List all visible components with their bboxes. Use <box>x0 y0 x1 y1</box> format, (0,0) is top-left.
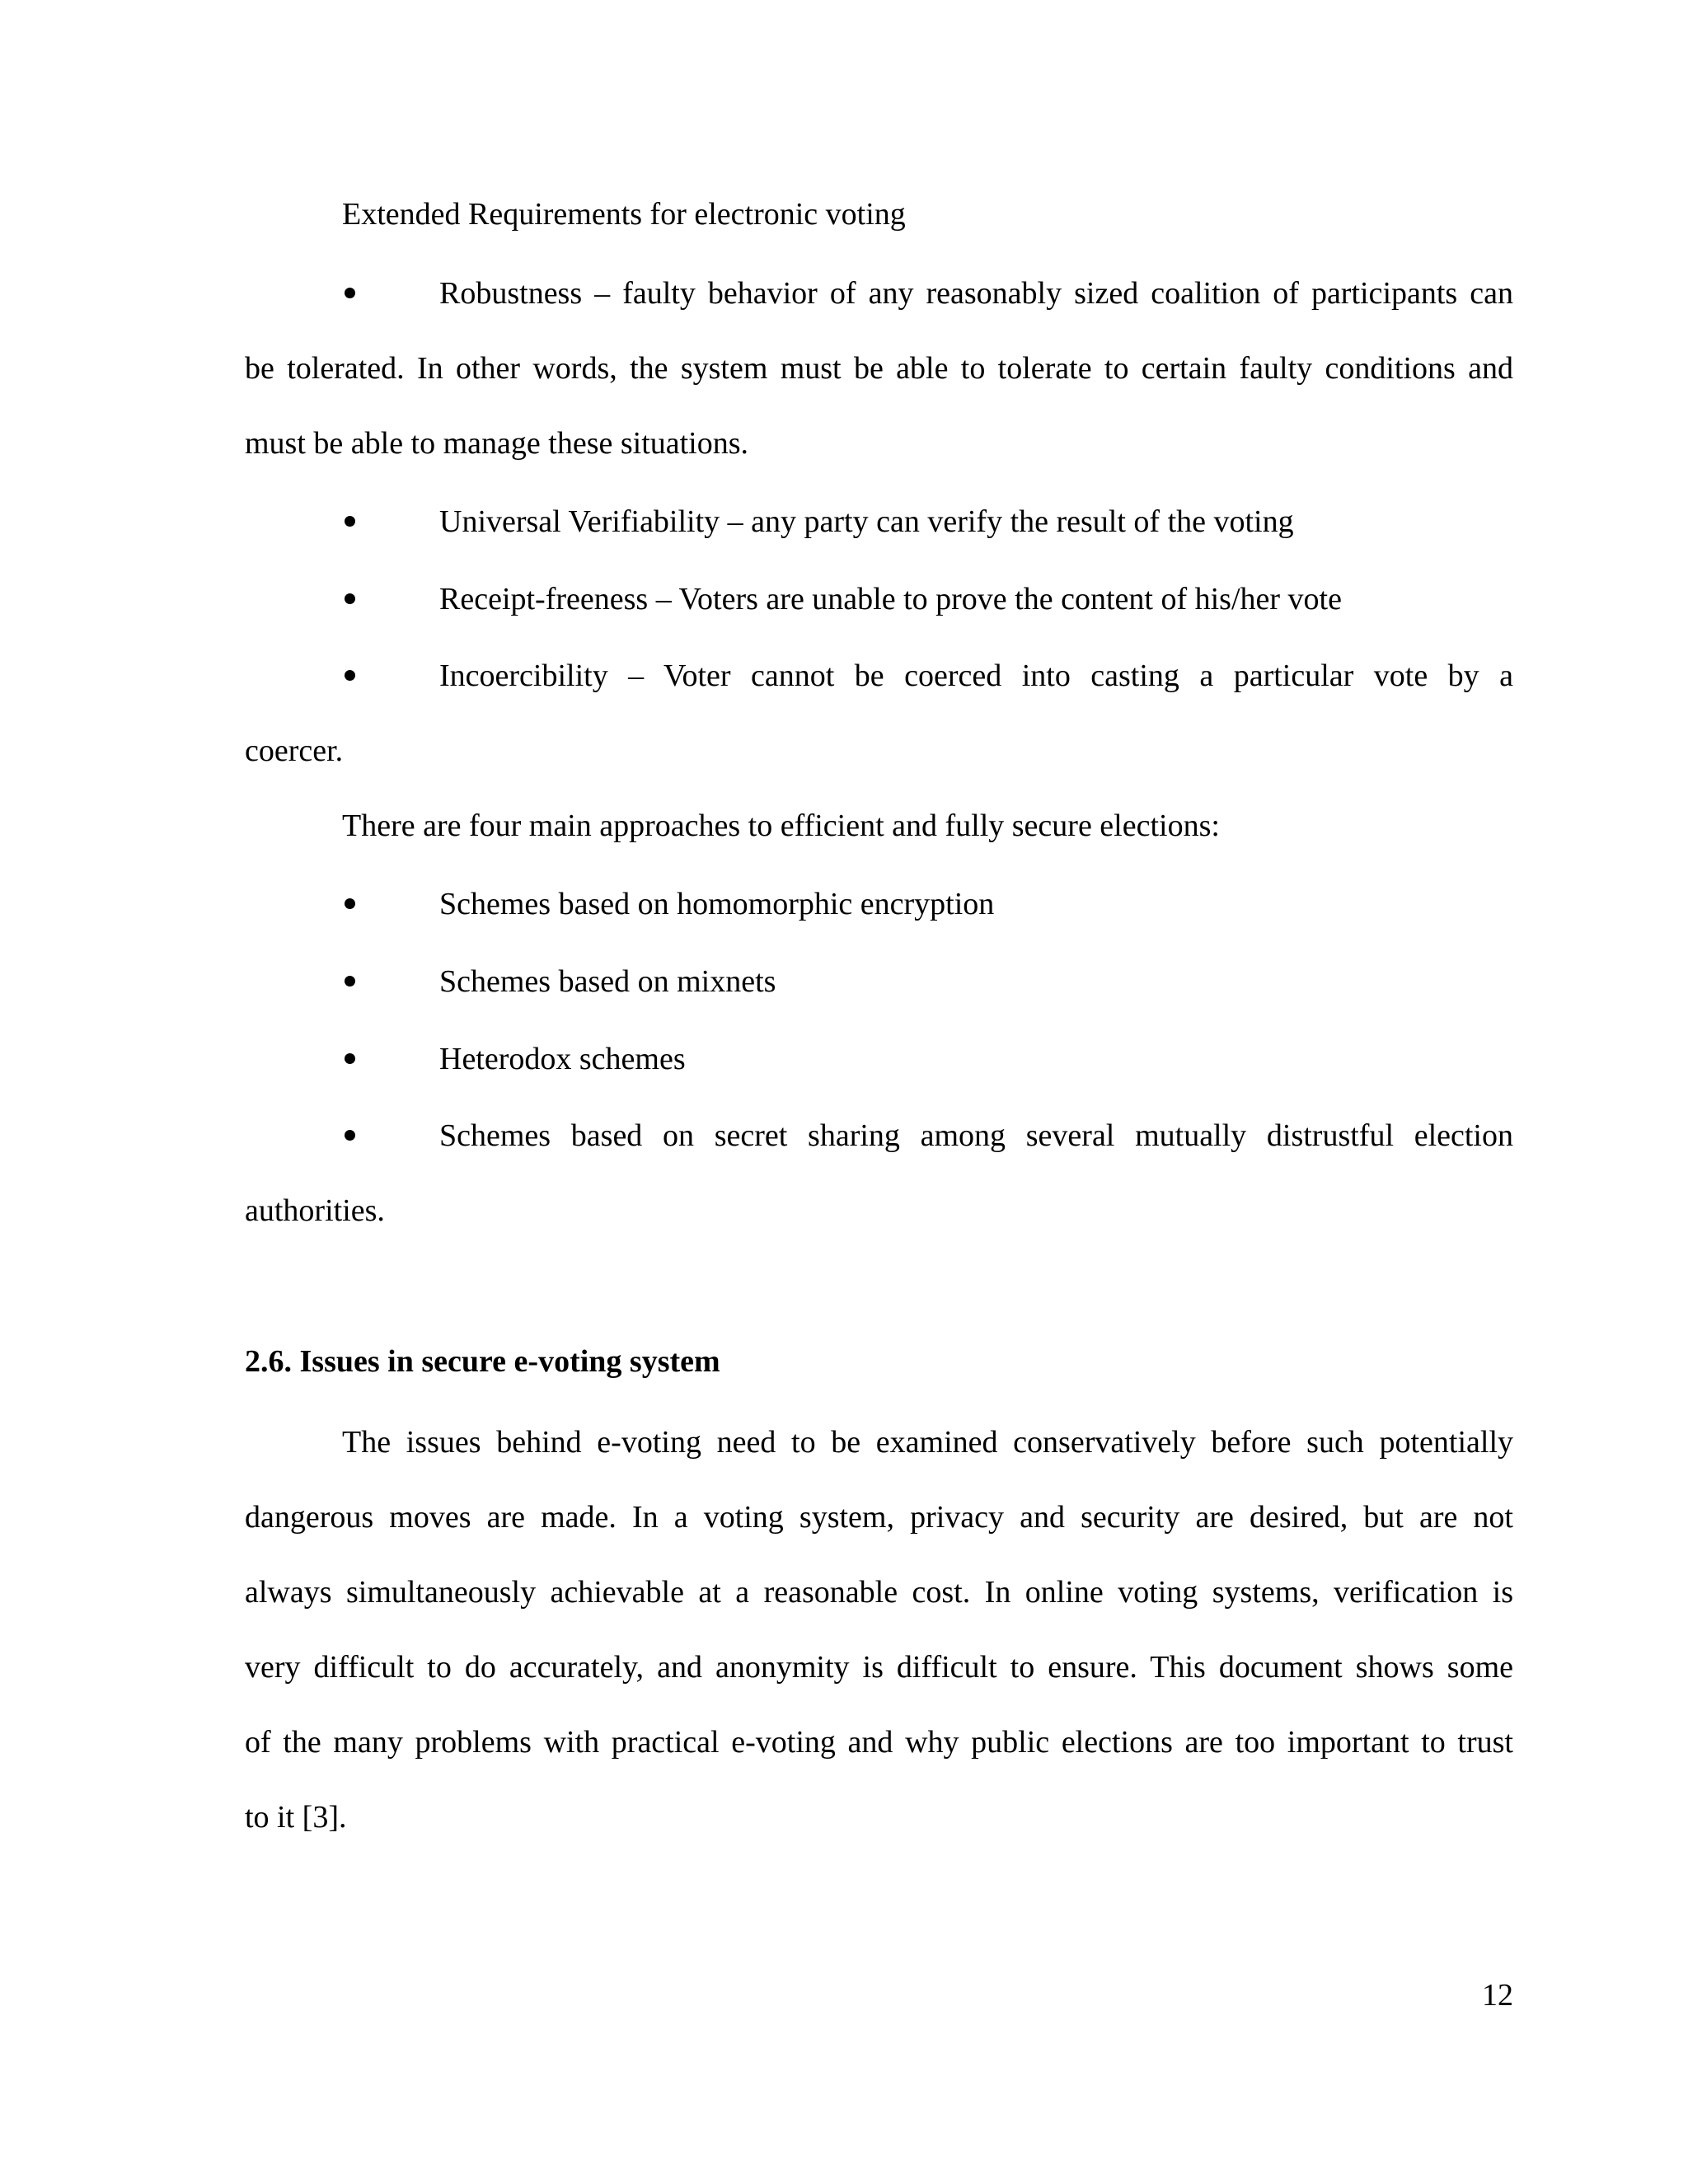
paragraph-line: The issues behind e-voting need to be examined conservatively before such potentially <box>342 1425 1513 1460</box>
paragraph-line: of the many problems with practical e-voting and why public elections are too important to trust <box>245 1725 1513 1760</box>
paragraph-line: very difficult to do accurately, and anonymity is difficult to ensure. This document shows some <box>245 1650 1513 1685</box>
intro-line: Extended Requirements for electronic voting <box>342 197 906 232</box>
approaches-intro: There are four main approaches to efficient and fully secure elections: <box>342 808 1220 843</box>
bullet-homomorphic: Schemes based on homomorphic encryption <box>439 887 995 921</box>
bullet-secret-sharing-continuation: authorities. <box>245 1193 385 1228</box>
bullet-icon <box>345 516 355 527</box>
bullet-robustness-continuation: be tolerated. In other words, the system must be able to tolerate to certain faulty conditions and <box>245 351 1513 386</box>
bullet-robustness-continuation: must be able to manage these situations. <box>245 426 749 461</box>
bullet-icon <box>345 670 355 681</box>
bullet-icon <box>345 593 355 604</box>
bullet-mixnets: Schemes based on mixnets <box>439 964 776 999</box>
section-heading: 2.6. Issues in secure e-voting system <box>245 1344 720 1379</box>
bullet-icon <box>345 288 355 298</box>
bullet-incoercibility-continuation: coercer. <box>245 733 344 768</box>
bullet-icon <box>345 1053 355 1064</box>
paragraph-line: dangerous moves are made. In a voting system, privacy and security are desired, but are not <box>245 1500 1513 1535</box>
page-number: 12 <box>1482 1978 1513 2013</box>
paragraph-line: always simultaneously achievable at a reasonable cost. In online voting systems, verification is <box>245 1575 1513 1610</box>
bullet-icon <box>345 976 355 987</box>
bullet-robustness-line: Robustness – faulty behavior of any reasonably sized coalition of participants can <box>439 276 1513 311</box>
bullet-incoercibility-line: Incoercibility – Voter cannot be coerced into casting a particular vote by a <box>439 658 1513 693</box>
bullet-heterodox: Heterodox schemes <box>439 1042 686 1076</box>
bullet-universal-verifiability: Universal Verifiability – any party can verify the result of the voting <box>439 504 1294 539</box>
bullet-icon <box>345 898 355 909</box>
bullet-secret-sharing-line: Schemes based on secret sharing among several mutually distrustful election <box>439 1118 1513 1153</box>
paragraph-line: to it [3]. <box>245 1800 347 1835</box>
bullet-icon <box>345 1130 355 1141</box>
bullet-receipt-freeness: Receipt-freeness – Voters are unable to prove the content of his/her vote <box>439 582 1342 616</box>
